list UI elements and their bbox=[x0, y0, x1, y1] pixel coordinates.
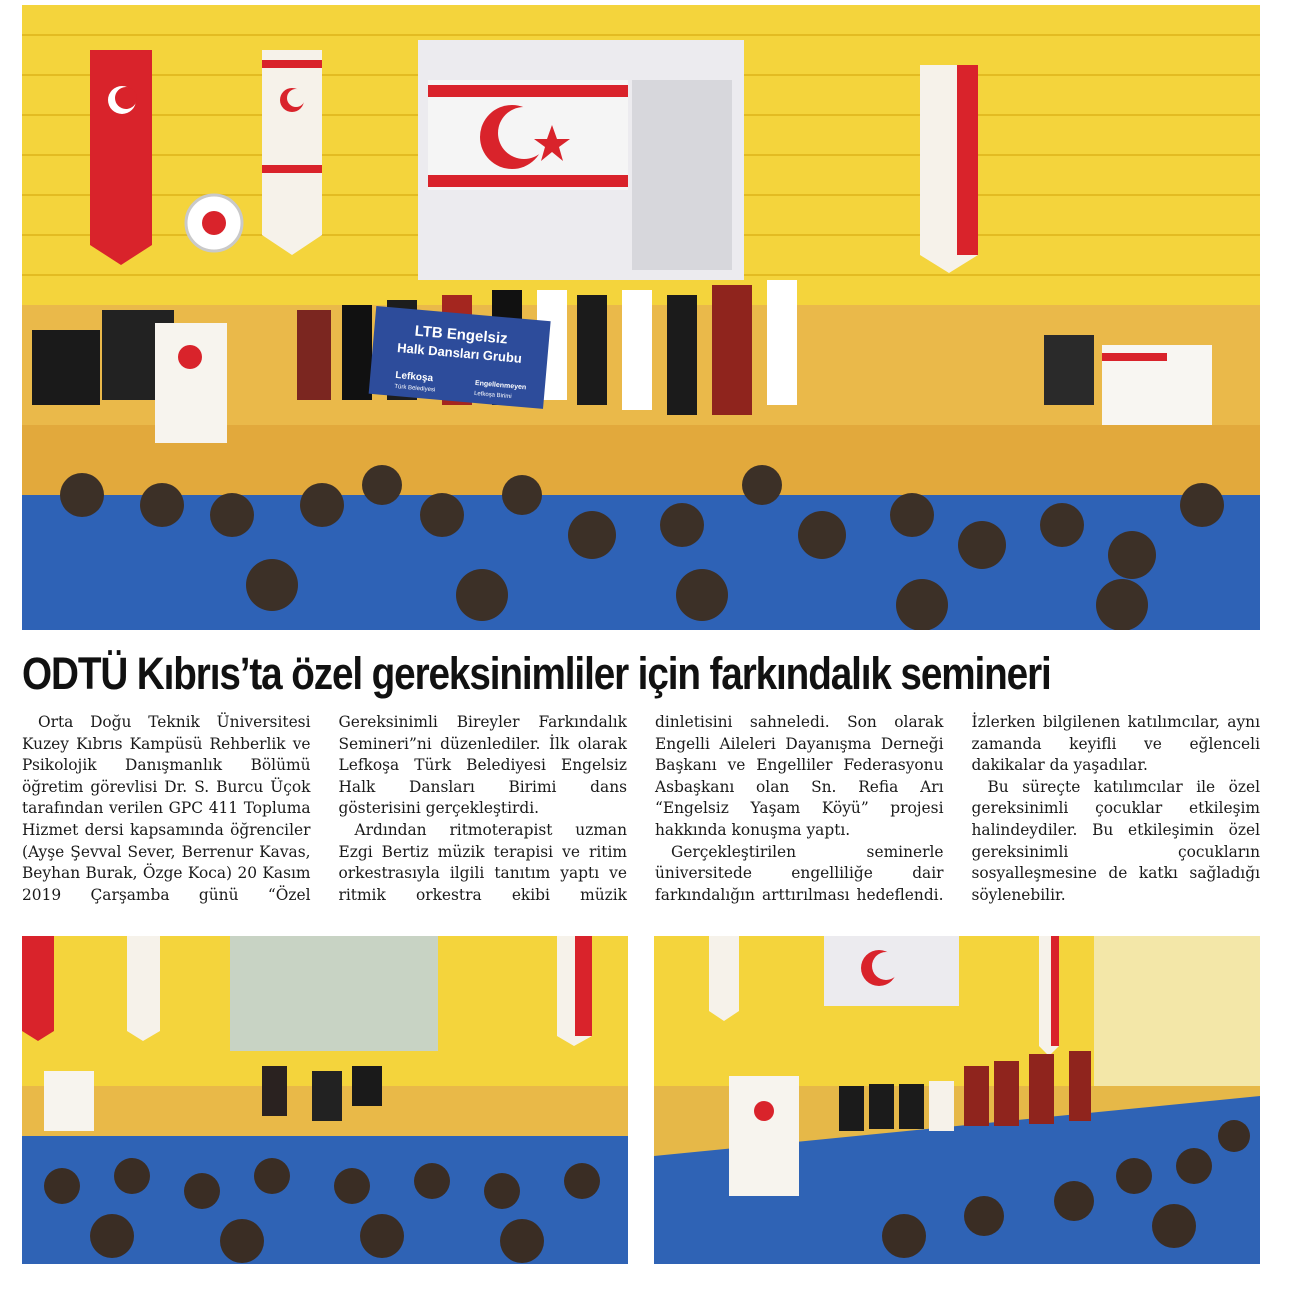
projection-screen-aerial bbox=[230, 936, 438, 1051]
banner-line2: Halk Dansları Grubu bbox=[396, 340, 523, 366]
dance-group-banner bbox=[369, 306, 551, 409]
banner-logo-left-sub: Türk Belediyesi bbox=[394, 383, 436, 394]
article-paragraph-3: Gerçekleştirilen seminerle üniversitede engelliliğe dair farkındalığın arttırılması hedeflendi. İzlerken bilgilenen katılımcılar, aynı zamanda keyifli ve eğlenceli dakikalar da yaşadılar. bbox=[655, 713, 1260, 904]
music-therapy-photo bbox=[22, 936, 628, 1264]
banner-line1: LTB Engelsiz bbox=[414, 322, 509, 348]
main-photo-scene bbox=[22, 5, 1260, 630]
turkish-flag-banner bbox=[90, 50, 152, 265]
podium bbox=[155, 323, 227, 443]
article-paragraph-1: Orta Doğu Teknik Üniversitesi Kuzey Kıbrıs Kampüsü Rehberlik ve Psikolojik Danışmanlık Bölümü öğretim görevlisi Dr. S. Burcu Üçok tarafından verilen GPC 411 Topluma Hizmet dersi kapsamında öğrenciler (Ayşe Şevval Sever, Berrenur Kavas, Beyhan Burak, Özge Koca) 20 Kasım 2019 Çarşamba günü “Özel Gereksinimli Bireyler Farkındalık Semineri”ni düzenlediler. İlk olarak Lefkoşa Türk Belediyesi Engelsiz Halk Dansları Birimi dans gösterisini gerçekleştirdi. bbox=[22, 713, 627, 904]
children-dance-scene bbox=[654, 936, 1260, 1264]
main-photo bbox=[22, 5, 1260, 630]
article-paragraph-2: Ardından ritmoterapist uzman Ezgi Bertiz müzik terapisi ve ritim orkestrasıyla ilgili tanıtım yaptı ve ritmik orkestra ekibi müzik dinletisini sahneledi. Son olarak Engelli Aileleri Dayanışma Derneği Başkanı ve Engelliler Federasyonu Asbaşkanı olan Sn. Refia Arı “Engelsiz Yaşam Köyü” projesi hakkında konuşma yaptı. bbox=[338, 713, 944, 904]
banner-logo-right-sub: Lefkoşa Birimi bbox=[473, 390, 512, 401]
music-therapy-scene bbox=[22, 936, 628, 1264]
article-paragraph-4: Bu süreçte katılımcılar ile özel gereksinimli çocuklar etkileşim halindeydiler. Bu etkileşimin özel gereksinimli çocukların sosyalleşmesine de katkı sağladığı söylenebilir. bbox=[971, 777, 1260, 904]
trnc-flag-banner bbox=[262, 50, 322, 255]
banner-logo-left: Lefkoşa bbox=[394, 369, 434, 385]
article-headline: ODTÜ Kıbrıs’ta özel gereksinimliler için farkındalık semineri bbox=[22, 648, 1051, 699]
children-dance-photo bbox=[654, 936, 1260, 1264]
podium-right bbox=[729, 1076, 799, 1196]
article-body bbox=[22, 712, 1260, 922]
banner-logo-right: Engellenmeyen bbox=[474, 379, 527, 392]
